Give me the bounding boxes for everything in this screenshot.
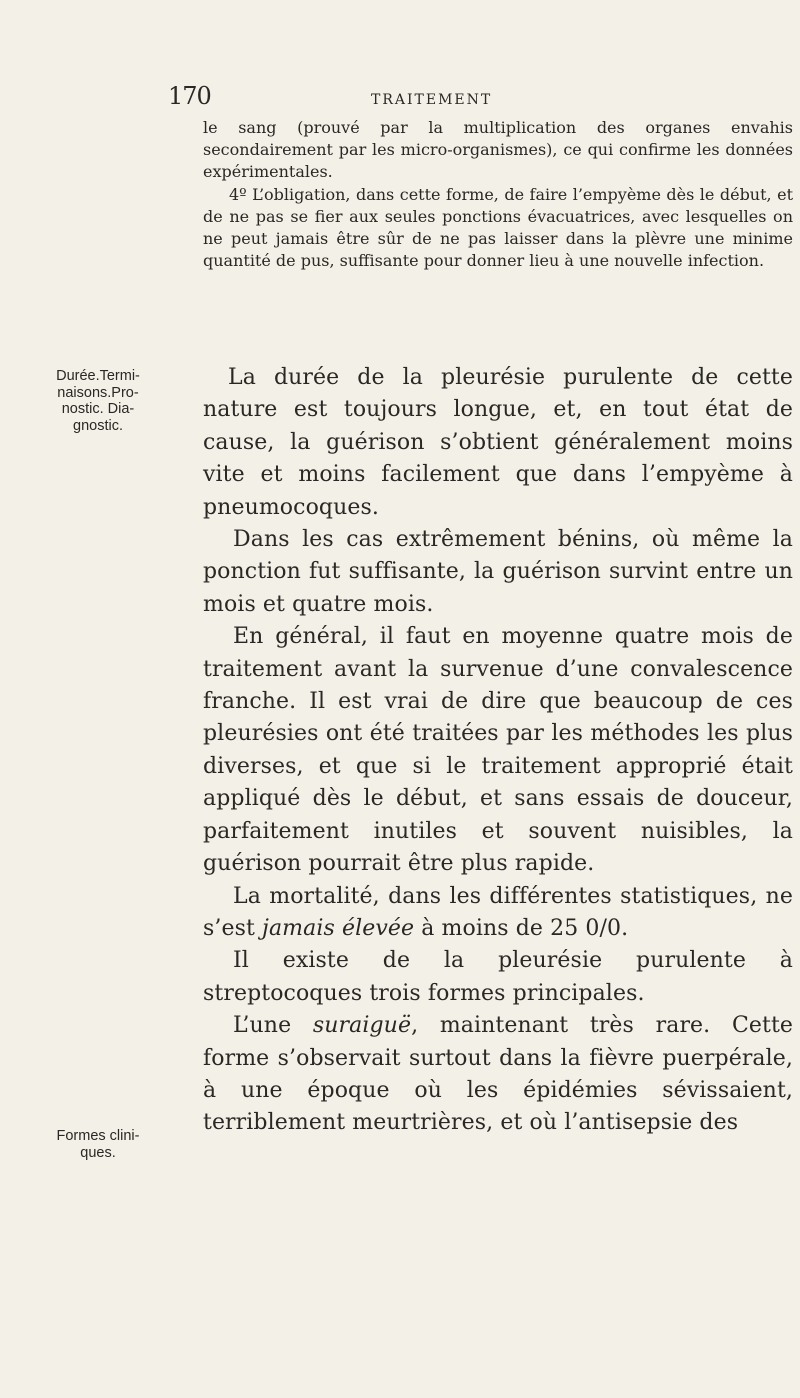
page-header bbox=[168, 82, 800, 122]
paragraph bbox=[203, 1010, 793, 1140]
body-text bbox=[203, 362, 793, 1140]
continuation-text bbox=[203, 117, 793, 272]
paragraph: le sang (prouvé par la multiplication des organes envahis secondairement par les micro-organismes), ce qui confirme les données expérimentales. bbox=[203, 118, 793, 182]
paragraph: La durée de la pleurésie purulente de cette nature est toujours longue, et, en tout état de cause, la guérison s’obtient généralement moins vite et moins facilement que dans l’empyème à pneumocoques. bbox=[203, 365, 793, 520]
paragraph: 4º L’obligation, dans cette forme, de faire l’empyème dès le début, et de ne pas se fier aux seules ponctions évacuatrices, avec lesquelles on ne peut jamais être sûr de ne pas laisser dans la plèvre une minime quantité de pus, suffisante pour donner lieu à une nouvelle infection. bbox=[203, 184, 793, 271]
paragraph bbox=[203, 881, 793, 946]
italic-phrase: jamais élevée bbox=[262, 915, 415, 941]
text-run: à moins de 25 0/0. bbox=[414, 915, 629, 941]
italic-term: suraiguë bbox=[312, 1013, 412, 1039]
page-number: 170 bbox=[168, 82, 211, 110]
margin-note-line: ques. bbox=[80, 1144, 116, 1161]
paragraph: Il existe de la pleurésie purulente à streptocoques trois formes principales. bbox=[203, 948, 793, 1006]
running-head: TRAITEMENT bbox=[371, 92, 493, 108]
margin-note-line: nostic. Dia- bbox=[61, 401, 135, 417]
paragraph: En général, il faut en moyenne quatre mois de traitement avant la survenue d’une convalescence franche. Il est vrai de dire que beaucoup de ces pleurésies ont été traitées par les méthodes les plus diverses, et que si le traitement approprié était appliqué dès le début, et sans essais de douceur, parfaitement inutiles et souvent nuisibles, la guérison pourrait être plus rapide. bbox=[203, 624, 793, 877]
margin-note-formes bbox=[18, 1128, 178, 1161]
text-run: La mortalité, dans les différentes statistiques, ne s’est bbox=[203, 883, 793, 941]
margin-note-line: Formes clini- bbox=[56, 1128, 140, 1144]
text-run: L’une bbox=[233, 1013, 313, 1039]
margin-note-line: gnostic. bbox=[73, 417, 123, 434]
margin-note-line: Durée.Termi- bbox=[56, 368, 140, 384]
paragraph: Dans les cas extrêmement bénins, où même la ponction fut suffisante, la guérison survint entre un mois et quatre mois. bbox=[203, 527, 793, 617]
text-run: , maintenant très rare. Cette forme s’observait surtout dans la fièvre puerpérale, à une époque où les épidémies sévissaient, terriblement meurtrières, et où l’antisepsie des bbox=[203, 1013, 794, 1136]
margin-note-duree bbox=[18, 368, 178, 434]
margin-note-line: naisons.Pro- bbox=[57, 384, 139, 401]
